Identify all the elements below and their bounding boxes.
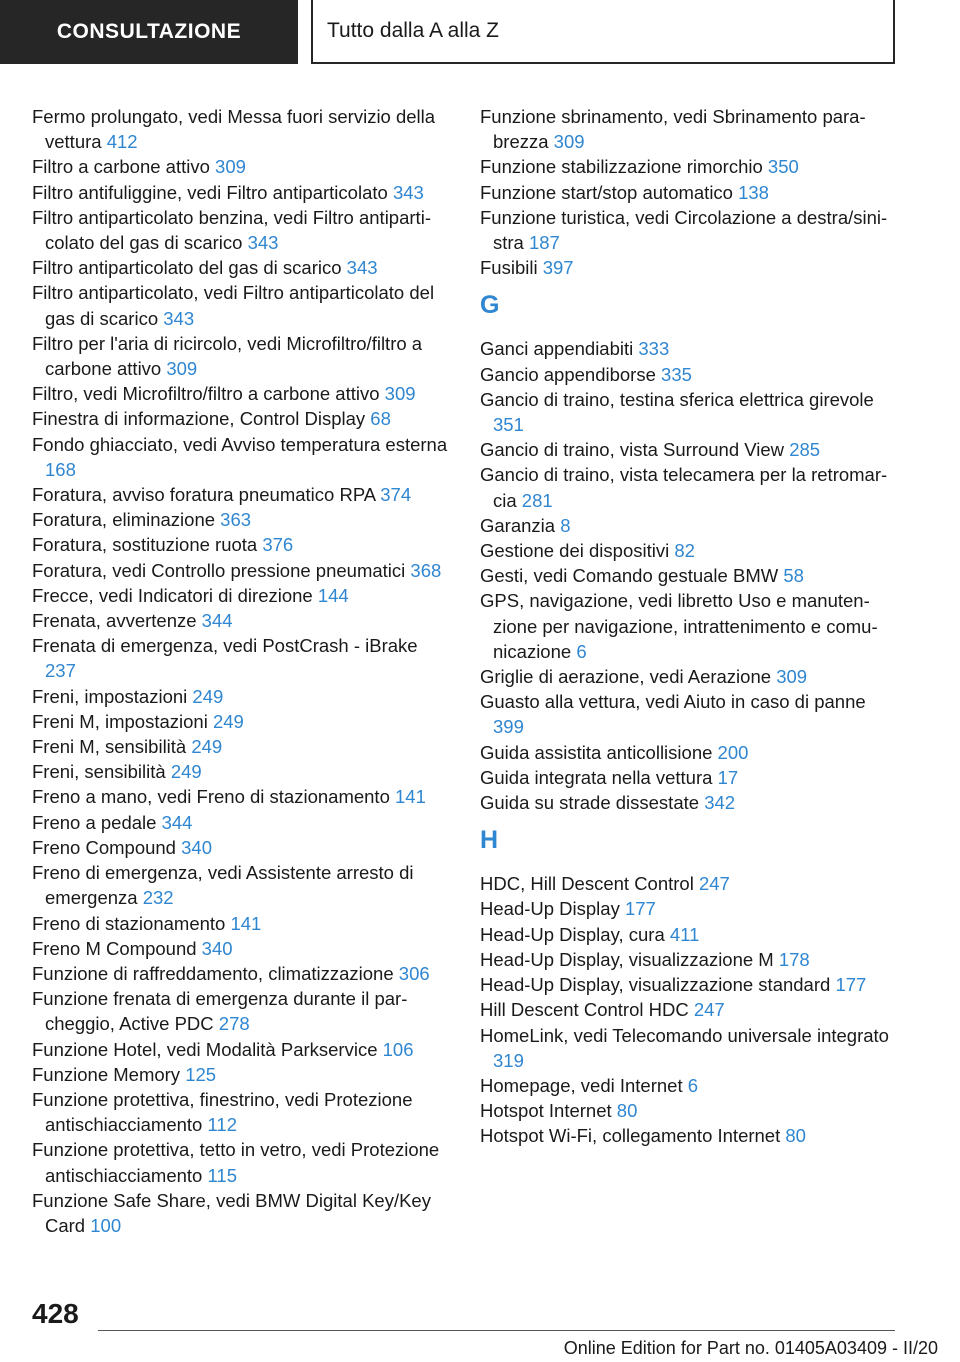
index-entry <box>32 835 452 860</box>
index-entry-text: Funzione frenata di emergenza durante il parcheggio, Active PDC <box>32 988 408 1035</box>
index-entry-text: Funzione protettiva, tetto in vetro, vedi Protezione antischiacciamento <box>32 1139 440 1186</box>
index-entry <box>32 180 452 205</box>
page-reference-link[interactable]: 309 <box>776 666 808 688</box>
page-reference-link[interactable]: 178 <box>778 948 810 970</box>
index-entry <box>480 664 900 689</box>
index-entry-text: GPS, navigazione, vedi libretto Uso e manutenzione per navigazione, intrattenimento e comunicazione <box>480 590 878 662</box>
page-reference-link[interactable]: 247 <box>698 873 730 895</box>
page-reference-link[interactable]: 68 <box>370 408 391 430</box>
index-entry-text: Foratura, avviso foratura pneumatico RPA <box>32 484 376 506</box>
footer-divider <box>98 1330 895 1331</box>
page-reference-link[interactable]: 309 <box>166 358 198 380</box>
index-entry <box>480 922 900 947</box>
page-reference-link[interactable]: 351 <box>493 414 524 436</box>
index-entry-text: Funzione Hotel, vedi Modalità Parkservice <box>32 1038 378 1060</box>
page-reference-link[interactable]: 138 <box>738 181 769 203</box>
page-reference-link[interactable]: 177 <box>835 974 867 996</box>
index-entry-text: Freni, sensibilità <box>32 761 166 783</box>
index-entry-text: Frenata, avvertenze <box>32 610 197 632</box>
index-entry <box>480 1023 900 1073</box>
page-reference-link[interactable]: 376 <box>262 534 294 556</box>
index-entry-text: Hotspot Wi-Fi, collegamento Internet <box>480 1125 781 1147</box>
index-entry <box>480 947 900 972</box>
index-entry-text: Funzione sbrinamento, vedi Sbrinamento parabrezza <box>480 106 866 153</box>
page-reference-link[interactable]: 6 <box>576 640 587 662</box>
page-reference-link[interactable]: 100 <box>90 1214 122 1236</box>
index-entry <box>480 513 900 538</box>
page-reference-link[interactable]: 319 <box>493 1049 524 1071</box>
index-entry <box>32 154 452 179</box>
index-entry-text: Gestione dei dispositivi <box>480 540 670 562</box>
index-letter-g: G <box>480 291 500 320</box>
index-entry <box>480 180 900 205</box>
index-entry-text: Funzione Safe Share, vedi BMW Digital Key/Key Card <box>32 1189 431 1236</box>
section-tab <box>0 0 298 64</box>
index-entry <box>32 1037 452 1062</box>
index-entry-text: Funzione start/stop automatico <box>480 181 733 203</box>
edition-note: Online Edition for Part no. 01405A03409 - II/20 <box>563 1338 938 1358</box>
index-entry <box>32 709 452 734</box>
index-entry <box>480 1073 900 1098</box>
index-entry-text: Head-Up Display, cura <box>480 923 665 945</box>
page-reference-link[interactable]: 309 <box>553 131 585 153</box>
page-reference-link[interactable]: 343 <box>247 232 279 254</box>
index-entry <box>32 684 452 709</box>
section-label: CONSULTAZIONE <box>56 20 242 43</box>
index-entry-text: Filtro, vedi Microfiltro/filtro a carbone attivo <box>32 383 380 405</box>
index-entry-text: Funzione stabilizzazione rimorchio <box>480 156 763 178</box>
page-reference-link[interactable]: 350 <box>767 156 799 178</box>
page-reference-link[interactable]: 177 <box>624 898 656 920</box>
index-entry <box>480 1098 900 1123</box>
index-entry-text: Guida assistita anticollisione <box>480 741 713 763</box>
index-entry <box>480 336 900 361</box>
index-entry <box>32 381 452 406</box>
page-title: Tutto dalla A alla Z <box>327 19 499 42</box>
index-entry-text: Frenata di emergenza, vedi PostCrash - iBrake <box>32 635 418 657</box>
page-number: 428 <box>32 1298 79 1329</box>
index-entry-text: Funzione Memory <box>32 1063 181 1085</box>
index-entry <box>480 205 900 255</box>
index-entry <box>480 588 900 664</box>
index-entry <box>32 860 452 910</box>
index-entry <box>480 462 900 512</box>
index-entry-text: Griglie di aerazione, vedi Aerazione <box>480 666 772 688</box>
page-reference-link[interactable]: 306 <box>398 962 430 984</box>
page-reference-link[interactable]: 112 <box>207 1114 237 1136</box>
page-reference-link[interactable]: 125 <box>185 1063 217 1085</box>
page-reference-link[interactable]: 335 <box>661 363 692 385</box>
index-entry <box>32 633 452 683</box>
index-entry-text: Hill Descent Control HDC <box>480 999 689 1021</box>
index-entry <box>480 563 900 588</box>
index-entry <box>32 1062 452 1087</box>
page-reference-link[interactable]: 343 <box>346 257 378 279</box>
index-entry-text: Head-Up Display, visualizzazione standard <box>480 974 831 996</box>
index-entry-text: Hotspot Internet <box>480 1100 612 1122</box>
page-reference-link[interactable]: 82 <box>674 540 695 562</box>
page-reference-link[interactable]: 80 <box>785 1125 806 1147</box>
page-reference-link[interactable]: 232 <box>142 887 174 909</box>
index-entry-text: Foratura, sostituzione ruota <box>32 534 258 556</box>
index-entry <box>480 997 900 1022</box>
index-entry <box>480 740 900 765</box>
index-entry <box>480 538 900 563</box>
page-reference-link[interactable]: 412 <box>106 131 138 153</box>
index-entry <box>32 810 452 835</box>
index-entry <box>480 896 900 921</box>
index-entry <box>480 437 900 462</box>
index-entry <box>32 432 452 482</box>
page-reference-link[interactable]: 278 <box>218 1013 250 1035</box>
page-reference-link[interactable]: 115 <box>207 1164 237 1186</box>
index-entry-text: Freno M Compound <box>32 937 197 959</box>
page-reference-link[interactable]: 168 <box>45 458 76 480</box>
page-reference-link[interactable]: 247 <box>693 999 725 1021</box>
page-reference-link[interactable]: 344 <box>201 610 233 632</box>
index-entry-text: Filtro per l'aria di ricircolo, vedi Microfiltro/filtro a carbone attivo <box>32 332 423 380</box>
index-entry-text: Fusibili <box>480 257 538 279</box>
index-entry <box>480 255 900 280</box>
index-entry-text: Funzione di raffreddamento, climatizzazione <box>32 962 394 984</box>
page-reference-link[interactable]: 249 <box>212 710 244 732</box>
index-entry <box>480 871 900 896</box>
index-entry <box>480 689 900 739</box>
page-reference-link[interactable]: 58 <box>783 565 804 587</box>
index-entry-text: Gesti, vedi Comando gestuale BMW <box>480 565 779 587</box>
index-entry-text: Frecce, vedi Indicatori di direzione <box>32 584 313 606</box>
index-entry-text: Fermo prolungato, vedi Messa fuori servizio della vettura <box>32 106 436 153</box>
page-reference-link[interactable]: 249 <box>191 736 223 758</box>
page-reference-link[interactable]: 141 <box>230 912 262 934</box>
page-reference-link[interactable]: 411 <box>669 923 700 945</box>
index-entry <box>32 255 452 280</box>
index-entry <box>32 104 452 154</box>
index-entry-text: Foratura, vedi Controllo pressione pneumatici <box>32 559 406 581</box>
index-entry-text: Gancio di traino, vista Surround View <box>480 439 785 461</box>
index-entry <box>32 558 452 583</box>
index-letter-h: H <box>480 826 499 855</box>
index-entry-text: Freno a mano, vedi Freno di stazionamento <box>32 786 390 808</box>
index-entry <box>480 972 900 997</box>
index-entry-text: Guida integrata nella vettura <box>480 766 713 788</box>
index-entry <box>32 1137 452 1187</box>
index-entry-text: Foratura, eliminazione <box>32 509 216 531</box>
index-entry <box>32 507 452 532</box>
index-entry-text: Garanzia <box>480 514 556 536</box>
index-entry-text: Head-Up Display, visualizzazione M <box>480 948 774 970</box>
page-reference-link[interactable]: 309 <box>215 156 246 178</box>
index-entry-text: Ganci appendiabiti <box>480 338 634 360</box>
index-entry-text: Guida su strade dissestate <box>480 792 700 814</box>
page-reference-link[interactable]: 309 <box>384 383 416 405</box>
index-entry <box>32 911 452 936</box>
index-entry-text: Freni, impostazioni <box>32 685 188 707</box>
index-entry <box>32 759 452 784</box>
page-reference-link[interactable]: 249 <box>192 685 224 707</box>
index-entry-text: Filtro a carbone attivo <box>32 156 210 178</box>
index-entry-text: Freno di stazionamento <box>32 912 226 934</box>
index-entry <box>32 961 452 986</box>
index-entry-text: Homepage, vedi Internet <box>480 1074 683 1096</box>
index-entry <box>32 1087 452 1137</box>
page-reference-link[interactable]: 8 <box>560 514 571 536</box>
index-entry <box>32 1188 452 1238</box>
index-entry-text: Funzione turistica, vedi Circolazione a destra/sinistra <box>480 206 888 254</box>
page-reference-link[interactable]: 344 <box>161 811 193 833</box>
index-entry <box>32 406 452 431</box>
index-entry <box>32 936 452 961</box>
page-reference-link[interactable]: 340 <box>201 937 233 959</box>
index-entry <box>32 532 452 557</box>
index-entry-text: Freni M, sensibilità <box>32 736 187 758</box>
index-entry <box>32 608 452 633</box>
page-reference-link[interactable]: 342 <box>704 792 736 814</box>
page-reference-link[interactable]: 281 <box>521 489 553 511</box>
page-reference-link[interactable]: 6 <box>687 1074 699 1096</box>
page-reference-link[interactable]: 374 <box>380 484 412 506</box>
index-entry-text: Funzione protettiva, finestrino, vedi Protezione antischiacciamento <box>32 1088 413 1136</box>
index-entry <box>32 280 452 330</box>
index-entry-text: Gancio appendiborse <box>480 363 656 385</box>
page-reference-link[interactable]: 106 <box>382 1038 414 1060</box>
page-reference-link[interactable]: 187 <box>528 232 560 254</box>
page-reference-link[interactable]: 333 <box>638 338 670 360</box>
page-reference-link[interactable]: 141 <box>395 786 426 808</box>
index-entry <box>480 1123 900 1148</box>
page-reference-link[interactable]: 80 <box>616 1100 638 1122</box>
index-entry-text: Finestra di informazione, Control Display <box>32 408 366 430</box>
index-column-right <box>480 104 900 1149</box>
index-entry-text: Gancio di traino, vista telecamera per la retromarcia <box>480 464 888 511</box>
index-entry <box>32 482 452 507</box>
index-entry-text: Filtro antiparticolato benzina, vedi Filtro antiparticolato del gas di scarico <box>32 206 431 254</box>
page-reference-link[interactable]: 249 <box>170 761 202 783</box>
index-entry <box>480 104 900 154</box>
index-entry <box>480 154 900 179</box>
index-entry-text: Freno a pedale <box>32 811 157 833</box>
page-reference-link[interactable]: 237 <box>45 660 76 682</box>
index-entry-text: HDC, Hill Descent Control <box>480 873 694 895</box>
page-reference-link[interactable]: 363 <box>220 509 252 531</box>
index-entry <box>480 387 900 437</box>
index-entry-text: HomeLink, vedi Telecomando universale integrato <box>480 1024 889 1046</box>
page-reference-link[interactable]: 340 <box>181 836 212 858</box>
index-entry-text: Filtro antifuliggine, vedi Filtro antiparticolato <box>32 181 388 203</box>
page-reference-link[interactable]: 343 <box>163 307 195 329</box>
index-entry-text: Freno di emergenza, vedi Assistente arresto di emergenza <box>32 862 414 909</box>
index-entry <box>480 765 900 790</box>
index-entry-text: Freno Compound <box>32 836 176 858</box>
index-entry <box>32 205 452 255</box>
index-entry <box>32 331 452 381</box>
index-entry <box>480 362 900 387</box>
index-entry-text: Filtro antiparticolato, vedi Filtro antiparticolato del gas di scarico <box>32 282 435 329</box>
index-entry-text: Freni M, impostazioni <box>32 710 208 732</box>
index-entry-text: Guasto alla vettura, vedi Aiuto in caso di panne <box>480 691 866 713</box>
index-entry-text: Filtro antiparticolato del gas di scarico <box>32 257 342 279</box>
index-entry-text: Fondo ghiacciato, vedi Avviso temperatura esterna <box>32 433 448 455</box>
index-entry <box>32 734 452 759</box>
page-reference-link[interactable]: 200 <box>717 741 749 763</box>
page-reference-link[interactable]: 399 <box>493 716 524 738</box>
index-column-left <box>32 104 452 1238</box>
index-entry <box>32 784 452 809</box>
page-reference-link[interactable]: 17 <box>717 766 739 788</box>
index-entry <box>480 790 900 815</box>
page-header <box>311 0 895 64</box>
index-entry <box>32 986 452 1036</box>
page-reference-link[interactable]: 285 <box>789 439 821 461</box>
index-entry <box>32 583 452 608</box>
index-entry-text: Gancio di traino, testina sferica elettrica girevole <box>480 388 874 410</box>
page-reference-link[interactable]: 397 <box>542 257 574 279</box>
page-reference-link[interactable]: 368 <box>410 559 442 581</box>
page-reference-link[interactable]: 144 <box>317 584 349 606</box>
page-reference-link[interactable]: 343 <box>392 181 424 203</box>
index-entry-text: Head-Up Display <box>480 898 620 920</box>
